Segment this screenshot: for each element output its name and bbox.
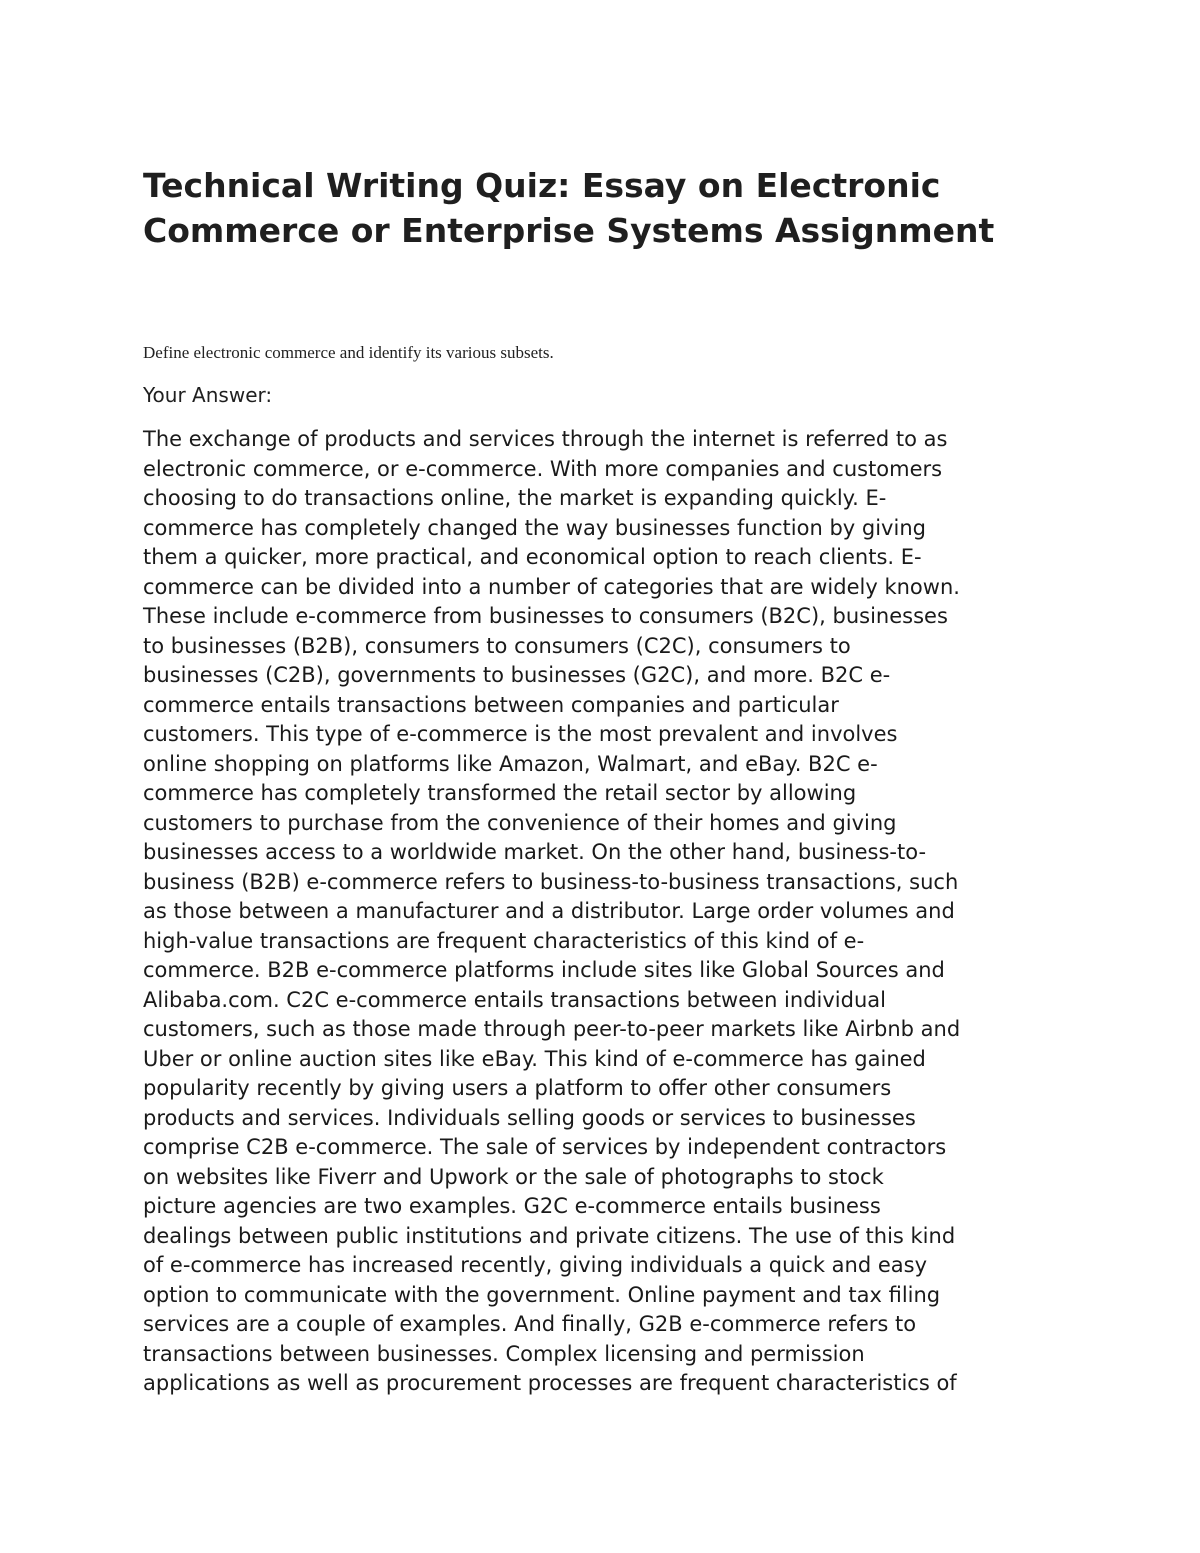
answer-line: choosing to do transactions online, the market is expanding quickly. E- (143, 486, 887, 510)
answer-line: customers, such as those made through peer-to-peer markets like Airbnb and (143, 1017, 961, 1041)
answer-line: applications as well as procurement processes are frequent characteristics of (143, 1371, 957, 1395)
answer-line: commerce has completely transformed the retail sector by allowing (143, 781, 857, 805)
answer-line: commerce has completely changed the way businesses function by giving (143, 515, 926, 540)
answer-line: picture agencies are two examples. G2C e-commerce entails business (143, 1194, 881, 1218)
answer-line: high-value transactions are frequent characteristics of this kind of e- (143, 928, 865, 953)
answer-line: businesses access to a worldwide market. On the other hand, business-to- (143, 840, 927, 864)
answer-line: products and services. Individuals selling goods or services to businesses (143, 1105, 916, 1130)
answer-line: on websites like Fiverr and Upwork or the sale of photographs to stock (143, 1164, 884, 1189)
answer-line: Uber or online auction sites like eBay. This kind of e-commerce has gained (143, 1046, 926, 1071)
answer-line: dealings between public institutions and private citizens. The use of this kind (143, 1223, 956, 1248)
title-line: Technical Writing Quiz: Essay on Electronic (143, 166, 941, 205)
answer-line: online shopping on platforms like Amazon, Walmart, and eBay. B2C e- (143, 751, 878, 776)
answer-line: commerce. B2B e-commerce platforms include sites like Global Sources and (143, 958, 945, 982)
answer-line: services are a couple of examples. And finally, G2B e-commerce refers to (143, 1312, 917, 1336)
answer-line: popularity recently by giving users a platform to offer other consumers (143, 1076, 892, 1100)
answer-text (143, 425, 1068, 1399)
answer-line: customers to purchase from the convenience of their homes and giving (143, 810, 897, 835)
answer-line: customers. This type of e-commerce is the most prevalent and involves (143, 722, 898, 746)
answer-line: businesses (C2B), governments to businesses (G2C), and more. B2C e- (143, 663, 891, 687)
answer-line: Alibaba.com. C2C e-commerce entails transactions between individual (143, 987, 886, 1012)
answer-label: Your Answer: (143, 383, 273, 407)
answer-line: as those between a manufacturer and a distributor. Large order volumes and (143, 899, 955, 923)
answer-line: The exchange of products and services through the internet is referred to as (143, 427, 948, 451)
answer-line: commerce entails transactions between companies and particular (143, 692, 839, 717)
question-prompt: Define electronic commerce and identify its various subsets. (143, 343, 554, 362)
document-title (143, 163, 1103, 253)
answer-line: them a quicker, more practical, and economical option to reach clients. E- (143, 545, 922, 569)
answer-line: These include e-commerce from businesses to consumers (B2C), businesses (143, 604, 948, 628)
answer-line: business (B2B) e-commerce refers to business-to-business transactions, such (143, 869, 959, 894)
answer-line: transactions between businesses. Complex licensing and permission (143, 1341, 865, 1366)
title-line: Commerce or Enterprise Systems Assignment (143, 211, 995, 250)
answer-line: comprise C2B e-commerce. The sale of services by independent contractors (143, 1135, 947, 1159)
answer-line: to businesses (B2B), consumers to consumers (C2C), consumers to (143, 633, 851, 658)
answer-line: option to communicate with the government. Online payment and tax filing (143, 1282, 941, 1307)
answer-line: electronic commerce, or e-commerce. With more companies and customers (143, 456, 943, 481)
answer-line: of e-commerce has increased recently, giving individuals a quick and easy (143, 1253, 927, 1277)
answer-line: commerce can be divided into a number of categories that are widely known. (143, 574, 960, 599)
